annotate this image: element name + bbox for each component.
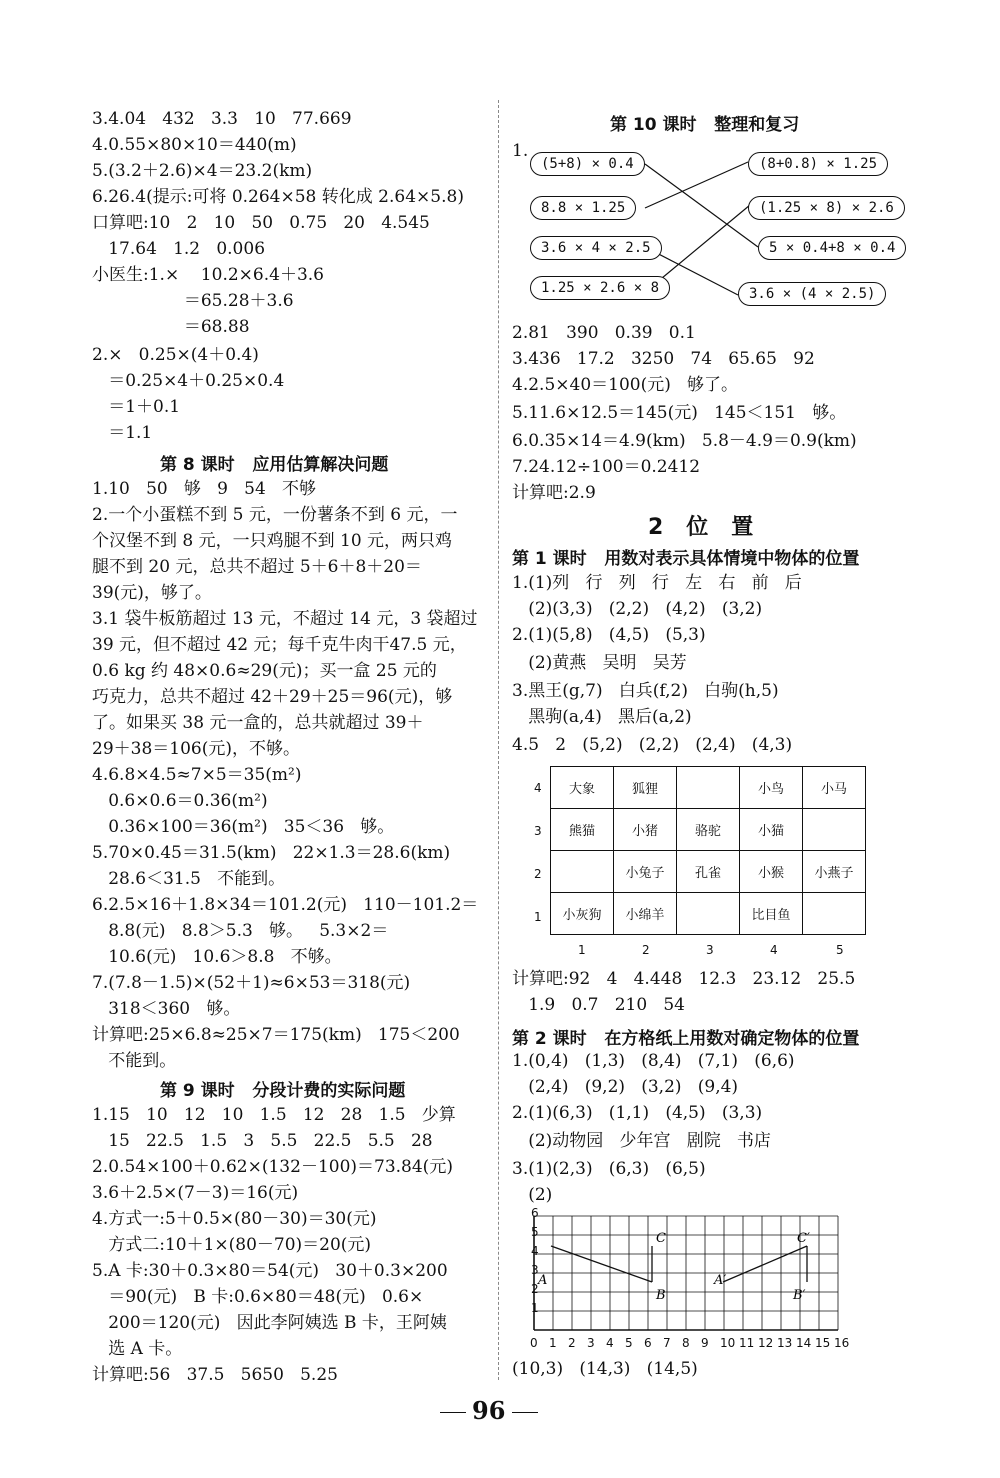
text-line: 3.1 袋牛板筋超过 13 元，不超过 14 元，3 袋超过 [92,609,478,629]
text-line: 6.0.35×14＝4.9(km) 5.8－4.9＝0.9(km) [512,431,857,451]
text-line: 黑驹(a,4) 黑后(a,2) [512,707,692,727]
grid-cell: 比目鱼 [740,893,803,935]
grid-row [551,767,866,809]
text-line: 小医生:1.× 10.2×6.4＋3.6 [92,265,324,285]
segment-a-c [551,1246,652,1282]
text-line: 了。如果买 38 元一盒的，总共就超过 39＋ [92,713,424,733]
segment-a2-c2 [723,1246,807,1282]
grid-row [551,809,866,851]
text-line: 2.一个小蛋糕不到 5 元，一份薯条不到 6 元，一 [92,505,458,525]
expression-cloud: 3.6 × 4 × 2.5 [530,236,662,260]
text-line: 28.6＜31.5 不能到。 [92,869,286,889]
plot-x-label: 2 [568,1336,576,1350]
expression-cloud: (1.25 × 8) × 2.6 [748,196,905,220]
text-line: 选 A 卡。 [92,1339,183,1359]
point-label-b: B [656,1288,666,1303]
grid-row [551,851,866,893]
text-line: 计算吧:56 37.5 5650 5.25 [92,1365,338,1385]
lesson-9-title: 第 9 课时 分段计费的实际问题 [160,1081,406,1101]
text-line: 0.6 kg 约 48×0.6≈29(元)；买一盒 25 元的 [92,661,437,681]
text-line: (2,4) (9,2) (3,2) (9,4) [512,1077,739,1097]
point-label-a: A [538,1273,548,1288]
text-line: 1.10 50 够 9 54 不够 [92,479,316,499]
text-line: 1.9 0.7 210 54 [512,995,685,1015]
text-line: 2.(1)(6,3) (1,1) (4,5) (3,3) [512,1103,763,1123]
text-line: 3.6＋2.5×(7－3)＝16(元) [92,1183,299,1203]
grid-cell: 骆驼 [677,809,740,851]
plot-y-label: 2 [531,1282,539,1296]
text-line: 39 元，但不超过 42 元；每千克牛肉干47.5 元， [92,635,467,655]
text-line: ＝65.28＋3.6 [92,291,294,311]
question-number: 1. [512,141,529,161]
text-line: ＝1.1 [92,423,153,443]
text-line: 15 22.5 1.5 3 5.5 22.5 5.5 28 [92,1131,433,1151]
animal-grid [550,766,866,935]
text-line: 318＜360 够。 [92,999,241,1019]
plot-x-label: 4 [606,1336,614,1350]
text-line: 口算吧:10 2 10 50 0.75 20 4.545 [92,213,430,233]
text-line: 5.70×0.45＝31.5(km) 22×1.3＝28.6(km) [92,843,451,863]
lesson-8-title: 第 8 课时 应用估算解决问题 [160,455,389,475]
text-line: 1.15 10 12 10 1.5 12 28 1.5 少算 [92,1105,456,1125]
grid-cell [677,767,740,809]
text-line: ＝90(元) B 卡:0.6×80＝48(元) 0.6× [92,1287,424,1307]
grid-cell: 小兔子 [614,851,677,893]
lesson-2-title: 第 2 课时 在方格纸上用数对确定物体的位置 [512,1029,860,1049]
text-line: 2.81 390 0.39 0.1 [512,323,696,343]
grid-cell [677,893,740,935]
plot-x-label: 1 [549,1336,557,1350]
grid-cell: 小猴 [740,851,803,893]
text-line: 2.× 0.25×(4＋0.4) [92,345,259,365]
lesson-1-title: 第 1 课时 用数对表示具体情境中物体的位置 [512,549,860,569]
plot-x-label: 0 [530,1336,538,1350]
text-line: 不能到。 [92,1051,177,1071]
grid-col-label: 1 [578,943,586,957]
text-line: ＝68.88 [92,317,250,337]
text-line: 腿不到 20 元，总共不超过 5＋6＋8＋20＝ [92,557,422,577]
text-line: 4.0.55×80×10＝440(m) [92,135,297,155]
grid-row-label: 2 [534,867,542,881]
grid-cell: 小猫 [740,809,803,851]
plot-x-label: 6 [644,1336,652,1350]
grid-cell: 小猪 [614,809,677,851]
text-line: 10.6(元) 10.6＞8.8 不够。 [92,947,342,967]
match-line [645,164,758,247]
plot-x-label: 3 [587,1336,595,1350]
expression-cloud: 1.25 × 2.6 × 8 [530,276,670,300]
page-dash-left [440,1412,466,1413]
text-line: 3.黑王(g,7) 白兵(f,2) 白驹(h,5) [512,681,779,701]
plot-x-label: 16 [834,1336,850,1350]
grid-cell: 小鸟 [740,767,803,809]
grid-col-label: 5 [836,943,844,957]
text-line: 计算吧:92 4 4.448 12.3 23.12 25.5 [512,969,856,989]
plot-x-label: 13 [777,1336,793,1350]
text-line: ＝1＋0.1 [92,397,181,417]
grid-cell: 大象 [551,767,614,809]
text-line: 3.4.04 432 3.3 10 77.669 [92,109,352,129]
text-line: 计算吧:2.9 [512,483,596,503]
text-line: 5.11.6×12.5＝145(元) 145＜151 够。 [512,403,847,423]
text-line: 计算吧:25×6.8≈25×7＝175(km) 175＜200 [92,1025,460,1045]
text-line: 3.(1)(2,3) (6,3) (6,5) [512,1159,706,1179]
text-line: 个汉堡不到 8 元，一只鸡腿不到 10 元，两只鸡 [92,531,453,551]
text-line: 2.0.54×100＋0.62×(132－100)＝73.84(元) [92,1157,453,1177]
text-line: ＝0.25×4＋0.25×0.4 [92,371,285,391]
plot-y-label: 3 [531,1263,539,1277]
grid-lines [534,1216,838,1330]
grid-col-label: 2 [642,943,650,957]
text-line: 200＝120(元) 因此李阿姨选 B 卡，王阿姨 [92,1313,447,1333]
plot-x-label: 8 [682,1336,690,1350]
plot-x-label: 12 [758,1336,774,1350]
text-line: 1.(0,4) (1,3) (8,4) (7,1) (6,6) [512,1051,795,1071]
text-line: 方式二:10＋1×(80－70)＝20(元) [92,1235,372,1255]
page-dash-right [512,1412,538,1413]
expression-cloud: 5 × 0.4+8 × 0.4 [758,236,906,260]
grid-cell: 小绵羊 [614,893,677,935]
text-line: 8.8(元) 8.8＞5.3 够。 5.3×2＝ [92,921,389,941]
point-label-a2: A′ [714,1273,727,1288]
text-line: 0.6×0.6＝0.36(m²) [92,791,268,811]
text-line: 巧克力，总共不超过 42＋29＋25＝96(元)，够 [92,687,453,707]
expression-cloud: 8.8 × 1.25 [530,196,636,220]
unit-title: 2 位 置 [648,515,754,540]
plot-x-label: 10 [720,1336,736,1350]
grid-cell [803,893,866,935]
text-line: 4.2.5×40＝100(元) 够了。 [512,375,739,395]
text-line: 3.436 17.2 3250 74 65.65 92 [512,349,815,369]
expression-cloud: 3.6 × (4 × 2.5) [738,282,886,306]
text-line: 29＋38＝106(元)，不够。 [92,739,300,759]
grid-row-label: 3 [534,824,542,838]
grid-col-label: 3 [706,943,714,957]
grid-cell: 小马 [803,767,866,809]
text-line: 5.(3.2＋2.6)×4＝23.2(km) [92,161,313,181]
grid-cell [551,851,614,893]
grid-cell: 狐狸 [614,767,677,809]
plot-x-label: 14 [796,1336,812,1350]
text-line: 39(元)，够了。 [92,583,212,603]
text-line: 6.2.5×16＋1.8×34＝101.2(元) 110－101.2＝ [92,895,479,915]
grid-cell: 孔雀 [677,851,740,893]
grid-row [551,893,866,935]
text-line: (2) [512,1185,553,1205]
grid-cell: 小燕子 [803,851,866,893]
text-line: (2)黄燕 吴明 吴芳 [512,653,687,673]
text-line: 2.(1)(5,8) (4,5) (5,3) [512,625,706,645]
expression-cloud: (8+0.8) × 1.25 [748,152,888,176]
plot-x-label: 9 [701,1336,709,1350]
text-line: 5.A 卡:30＋0.3×80＝54(元) 30＋0.3×200 [92,1261,448,1281]
point-label-c2: C′ [797,1231,810,1246]
point-label-b2: B′ [793,1288,806,1303]
text-line: (2)(3,3) (2,2) (4,2) (3,2) [512,599,763,619]
text-line: (10,3) (14,3) (14,5) [512,1359,698,1379]
grid-row-label: 4 [534,781,542,795]
text-line: 4.6.8×4.5≈7×5＝35(m²) [92,765,302,785]
expression-cloud: (5+8) × 0.4 [530,152,645,176]
text-line: 1.(1)列 行 列 行 左 右 前 后 [512,573,802,593]
grid-cell: 熊猫 [551,809,614,851]
plot-x-label: 15 [815,1336,831,1350]
lesson-10-title: 第 10 课时 整理和复习 [610,115,800,135]
plot-y-label: 5 [531,1225,539,1239]
text-line: 7.24.12÷100＝0.2412 [512,457,701,477]
grid-cell [803,809,866,851]
text-line: 17.64 1.2 0.006 [92,239,266,259]
text-line: (2)动物园 少年宫 剧院 书店 [512,1131,771,1151]
text-line: 6.26.4(提示:可将 0.264×58 转化成 2.64×5.8) [92,187,464,207]
grid-cell: 小灰狗 [551,893,614,935]
plot-y-label: 1 [531,1301,539,1315]
plot-y-label: 4 [531,1244,539,1258]
text-line: 7.(7.8－1.5)×(52＋1)≈6×53＝318(元) [92,973,411,993]
text-line: 4.方式一:5＋0.5×(80－30)＝30(元) [92,1209,377,1229]
point-label-c: C [656,1231,666,1246]
grid-row-label: 1 [534,910,542,924]
grid-col-label: 4 [770,943,778,957]
plot-y-label: 6 [531,1206,539,1220]
plot-x-label: 11 [739,1336,755,1350]
page-number: 96 [472,1396,506,1425]
text-line: 0.36×100＝36(m²) 35＜36 够。 [92,817,395,837]
plot-x-label: 7 [663,1336,671,1350]
text-line: 4.5 2 (5,2) (2,2) (2,4) (4,3) [512,735,793,755]
column-divider [498,100,499,1380]
plot-x-label: 5 [625,1336,633,1350]
